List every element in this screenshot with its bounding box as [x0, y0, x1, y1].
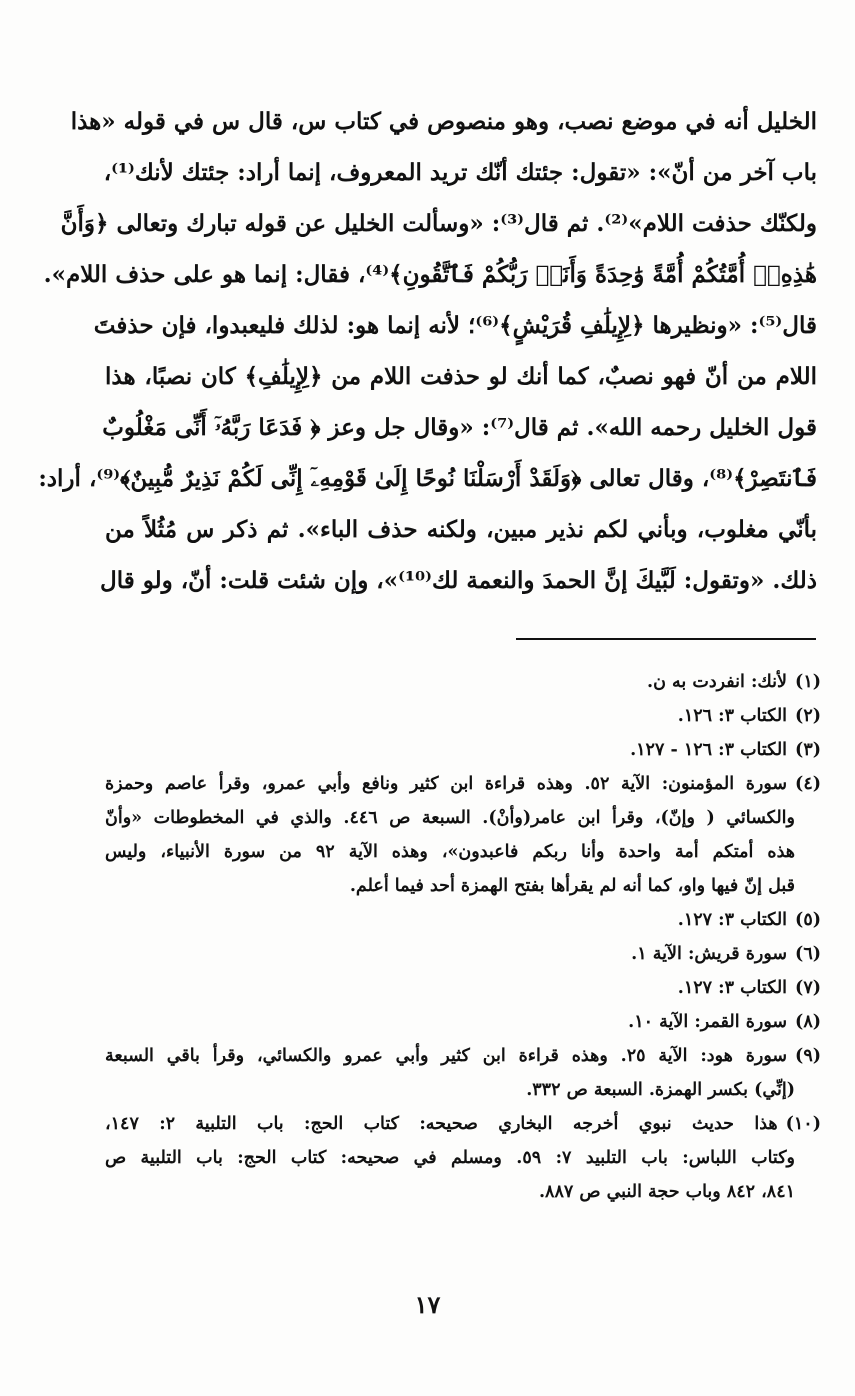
footnote-number: (٣): [795, 740, 821, 760]
footnote-text: الكتاب ٣: ١٢٧.: [677, 910, 788, 930]
footnote-text: والكسائي ( وإنّ)، وقرأ ابن عامر(وأنْ). السبعة ص ٤٤٦. والذي في المخطوطات «وأنّ: [105, 808, 795, 828]
footnote-text: سورة المؤمنون: الآية ٥٢. وهذه قراءة ابن كثير ونافع وأبي عمرو، وقرأ عاصم وحمزة: [105, 774, 788, 794]
footnote-line: [105, 1107, 821, 1141]
footnote: [105, 665, 821, 699]
footnote-text: الكتاب ٣: ١٢٦.: [677, 706, 788, 726]
footnote-number: (٦): [795, 944, 821, 964]
footnote: [105, 971, 821, 1005]
footnote-text: الكتاب ٣: ١٢٧.: [677, 978, 788, 998]
body-line: بأنّي مغلوب، وبأني لكم نذير مبين، ولكنه حذف الباء». ثم ذكر س مُثُلاً من: [105, 516, 817, 543]
footnote-line: [105, 1073, 821, 1107]
footnote-line: [105, 801, 821, 835]
body-line: قال⁽⁵⁾: «ونظيرها ﴿لِإِيلَٰفِ قُرَيْشٍ﴾⁽⁶⁾؛ لأنه إنما هو: لذلك فليعبدوا، فإن حذفتَ: [93, 312, 817, 339]
body-line: فَٱنتَصِرْ﴾⁽⁸⁾، وقال تعالى ﴿وَلَقَدْ أَرْسَلْنَا نُوحًا إِلَىٰ قَوْمِهِۦٓ إِنِّى لَكُمْ نَذِيرٌ مُّبِينٌ﴾⁽⁹⁾، أراد:: [38, 465, 817, 492]
footnote-line: [105, 835, 821, 869]
footnote: [105, 937, 821, 971]
footnote: [105, 733, 821, 767]
footnote-text: (إنِّي) بكسر الهمزة. السبعة ص ٣٣٢.: [526, 1080, 795, 1100]
body-line: ذلك. «وتقول: لَبَّيكَ إنَّ الحمدَ والنعمة لك⁽¹⁰⁾»، وإن شئت قلت: أنّ، ولو قال: [99, 567, 817, 594]
body-line: اللام من أنّ فهو نصبٌ، كما أنك لو حذفت اللام من ﴿لِإِيلَٰفِ﴾ كان نصبًا، هذا: [105, 363, 817, 390]
footnote-number: (٥): [795, 910, 821, 930]
footnote-line: [105, 1175, 821, 1209]
body-line: قول الخليل رحمه الله». ثم قال⁽⁷⁾: «وقال جل وعز ﴿ فَدَعَا رَبَّهُۥٓ أَنِّى مَغْلُوبٌ: [102, 414, 817, 441]
footnote-text: وكتاب اللباس: باب التلبيد ٧: ٥٩. ومسلم في صحيحه: كتاب الحج: باب التلبية ص: [105, 1148, 795, 1168]
footnote-text: هذه أمتكم أمة واحدة وأنا ربكم فاعبدون»، وهذه الآية ٩٢ من سورة الأنبياء، وليس: [105, 842, 795, 862]
footnote-text: لأنك: انفردت به ن.: [646, 672, 788, 692]
footnote: [105, 1039, 821, 1107]
footnote-line: [105, 971, 821, 1005]
footnote-number: (٧): [795, 978, 821, 998]
footnote-text: ٨٤١، ٨٤٢ وباب حجة النبي ص ٨٨٧.: [538, 1182, 795, 1202]
footnote-text: سورة هود: الآية ٢٥. وهذه قراءة ابن كثير وأبي عمرو والكسائي، وقرأ باقي السبعة: [105, 1046, 788, 1066]
footnote-number: (٤): [795, 774, 821, 794]
footnote-line: [105, 903, 821, 937]
footnote-number: (٢): [795, 706, 821, 726]
footnote-line: [105, 869, 821, 903]
footnote-number: (١): [795, 672, 821, 692]
footnote: [105, 1107, 821, 1209]
footnotes: [105, 665, 821, 1209]
footnote-line: [105, 1141, 821, 1175]
footnote: [105, 1005, 821, 1039]
footnote-text: قبل إنّ فيها واو، كما أنه لم يقرأها بفتح الهمزة أحد فيما أعلم.: [349, 876, 795, 896]
footnote-line: [105, 733, 821, 767]
footnote-line: [105, 767, 821, 801]
footnote: [105, 767, 821, 903]
footnote-line: [105, 1005, 821, 1039]
body-line: الخليل أنه في موضع نصب، وهو منصوص في كتاب س، قال س في قوله «هذا: [70, 108, 817, 135]
footnote: [105, 903, 821, 937]
footnote-number: (٨): [795, 1012, 821, 1032]
footnote-separator: [516, 638, 816, 640]
footnote-text: سورة قريش: الآية ١.: [631, 944, 788, 964]
footnote-line: [105, 699, 821, 733]
page-number: ١٧: [414, 1290, 441, 1319]
body-line: ولكنّك حذفت اللام»⁽²⁾. ثم قال⁽³⁾: «وسألت الخليل عن قوله تبارك وتعالى ﴿وَأَنَّ: [60, 210, 817, 237]
footnote: [105, 699, 821, 733]
body-line: هَٰذِهِۦٓ أُمَّتُكُمْ أُمَّةً وَٰحِدَةً وَأَنَا۠ رَبُّكُمْ فَٱتَّقُونِ﴾⁽⁴⁾، فقال: إنما هو على حذف اللام».: [43, 261, 817, 288]
footnote-line: [105, 937, 821, 971]
body-line: باب آخر من أنّ»: «تقول: جئتك أنّك تريد المعروف، إنما أراد: جئتك لأنك⁽¹⁾،: [103, 159, 817, 186]
footnote-text: الكتاب ٣: ١٢٦ - ١٢٧.: [630, 740, 788, 760]
footnote-text: سورة القمر: الآية ١٠.: [628, 1012, 788, 1032]
footnote-number: (٩): [795, 1046, 821, 1066]
footnote-text: هذا حديث نبوي أخرجه البخاري صحيحه: كتاب الحج: باب التلبية ٢: ١٤٧،: [105, 1114, 778, 1134]
footnote-line: [105, 665, 821, 699]
footnote-line: [105, 1039, 821, 1073]
main-text: [38, 96, 817, 606]
footnote-number: (١٠): [785, 1114, 821, 1134]
